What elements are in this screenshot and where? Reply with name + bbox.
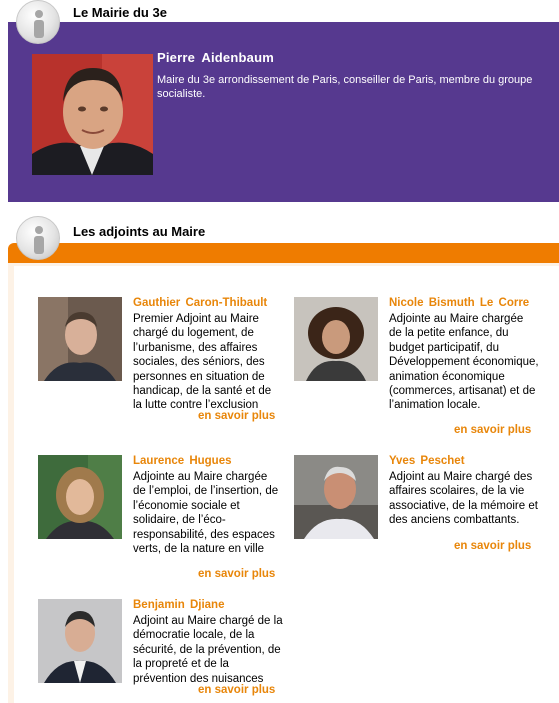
see-more-link[interactable]: en savoir plus (198, 684, 276, 696)
mayor-panel (8, 22, 559, 202)
adjoint-photo (38, 599, 122, 683)
info-icon (16, 0, 60, 44)
adjoint-role: Premier Adjoint au Maire chargé du logement, de l’urbanisme, des affaires sociales, des séniors, des personnes en situation de handicap, de la santé et de la lutte contre l’exclusion (133, 313, 272, 412)
adjoint-photo (38, 455, 122, 539)
mayor-name[interactable]: Pierre Aidenbaum (157, 50, 274, 65)
adjoint-photo (294, 455, 378, 539)
adjoint-photo (294, 297, 378, 381)
adjoint-name[interactable]: Gauthier Caron-Thibault (133, 297, 268, 309)
adjoint-photo (38, 297, 122, 381)
adjoint-role: Adjointe au Maire chargée de la petite enfance, du budget participatif, du Développement économique, animation économique (commerces, artisanat) et de l’animation locale. (389, 313, 539, 412)
adjoint-name[interactable]: Nicole Bismuth Le Corre (389, 297, 530, 309)
adjoint-role: Adjoint au Maire chargé de la démocratie locale, de la sécurité, de la prévention, de la propreté et de la prévention des nuisances (133, 615, 283, 685)
see-more-link[interactable]: en savoir plus (454, 540, 532, 552)
mayor-description: Maire du 3e arrondissement de Paris, conseiller de Paris, membre du groupe socialiste. (157, 74, 533, 100)
adjoint-name[interactable]: Yves Peschet (389, 455, 465, 467)
adjoint-role: Adjointe au Maire chargée de l’emploi, de l’insertion, de l’économie sociale et solidaire, de l’éco-responsabilité, des espaces verts, de la nature en ville (133, 471, 279, 556)
adjoints-header-bar (8, 243, 559, 264)
mayor-photo (32, 54, 153, 175)
adjoints-section-title: Les adjoints au Maire (73, 224, 206, 239)
info-icon (16, 216, 60, 260)
see-more-link[interactable]: en savoir plus (454, 424, 532, 436)
mayor-section-title: Le Mairie du 3e (73, 5, 167, 20)
adjoint-role: Adjoint au Maire chargé des affaires scolaires, de la vie associative, de la mémoire et des anciens combattants. (389, 471, 538, 527)
adjoint-name[interactable]: Benjamin Djiane (133, 599, 225, 611)
adjoint-name[interactable]: Laurence Hugues (133, 455, 232, 467)
adjoints-panel (8, 263, 559, 703)
see-more-link[interactable]: en savoir plus (198, 568, 276, 580)
see-more-link[interactable]: en savoir plus (198, 410, 276, 422)
